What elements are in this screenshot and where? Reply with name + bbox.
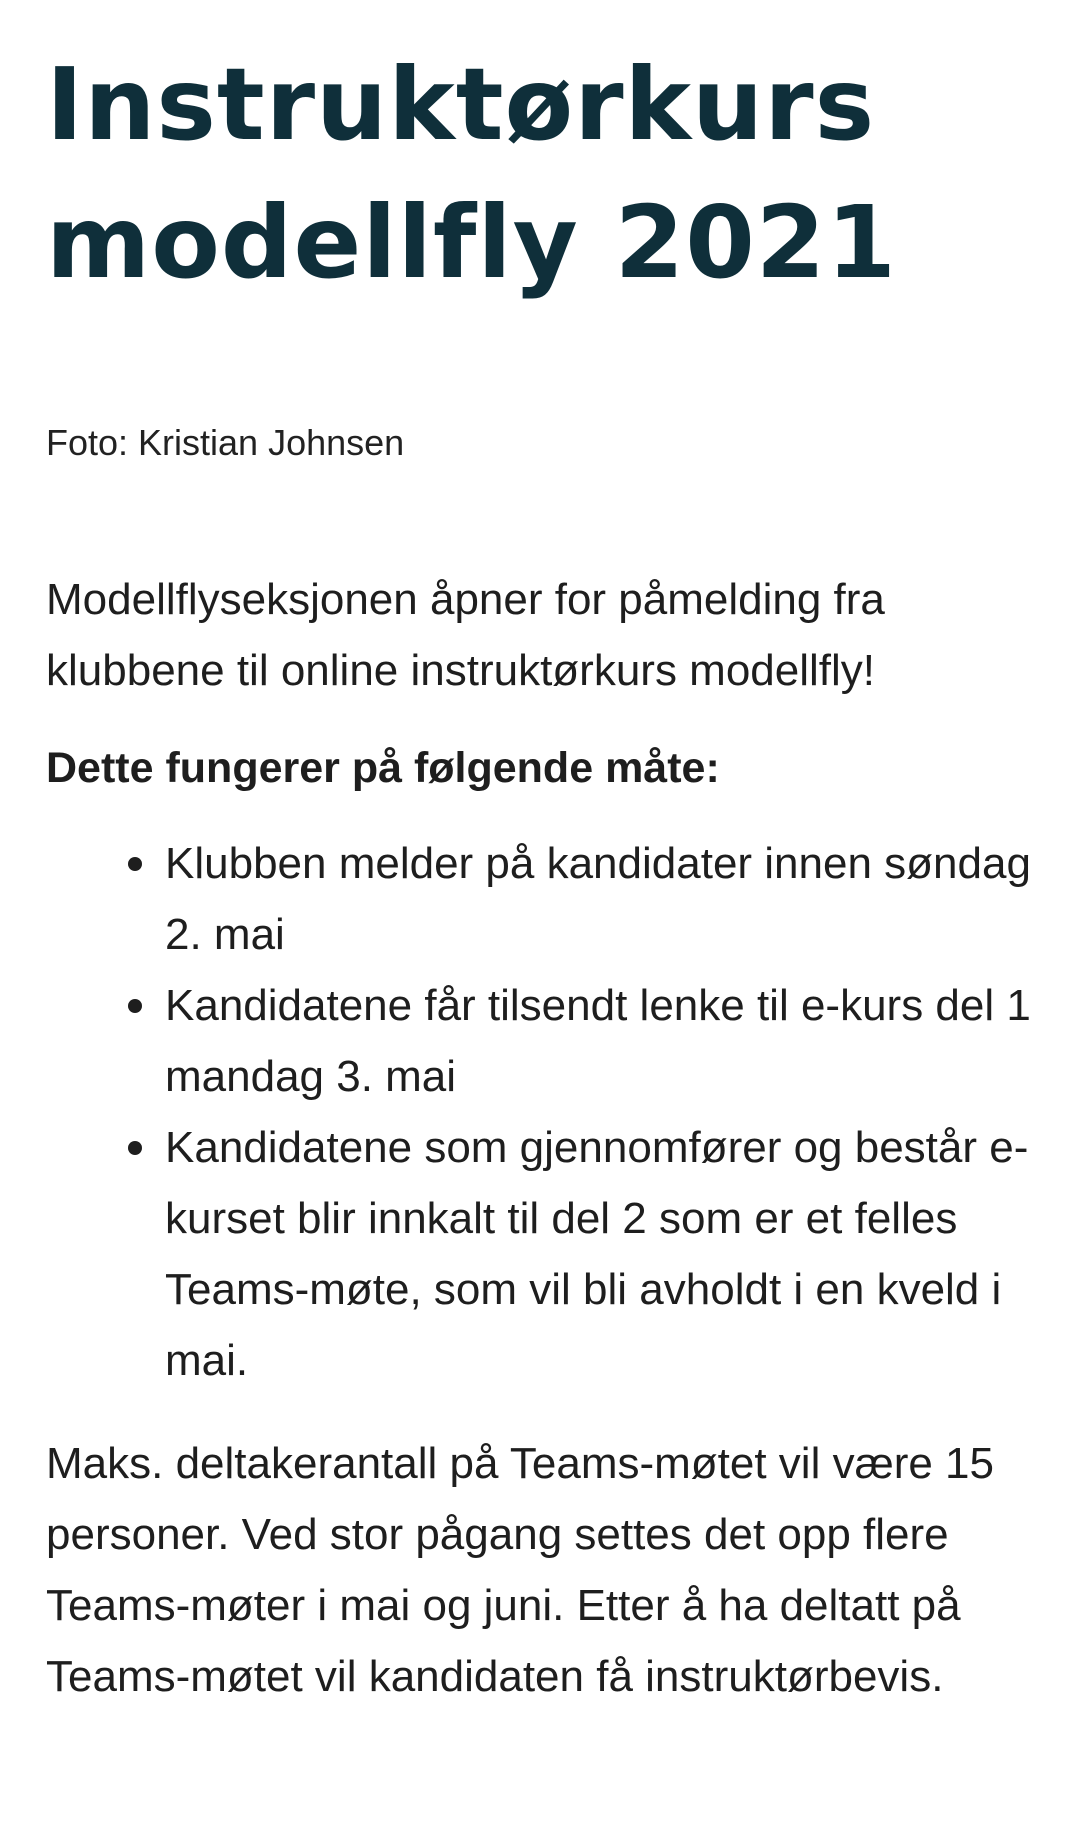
page-title-line-2: modellfly 2021 [46,184,897,301]
steps-list [46,828,1036,1396]
outro-paragraph: Maks. deltakerantall på Teams-møtet vil være 15 personer. Ved stor pågang settes det opp flere Teams-møter i mai og juni. Etter å ha deltatt på Teams-møtet vil kandidaten få instruktørbevis. [46,1439,994,1701]
article [46,0,1036,1701]
intro-paragraph: Modellflyseksjonen åpner for påmelding fra klubbene til online instruktørkurs modellfly! [46,575,885,695]
list-item-text: Kandidatene får tilsendt lenke til e-kurs del 1 mandag 3. mai [165,981,1031,1101]
list-item [165,1112,1036,1396]
photo-credit: Foto: Kristian Johnsen [46,422,405,463]
page-title [46,0,1036,312]
page-title-line-1: Instruktørkurs [46,46,876,163]
article-body [46,564,1036,1712]
bullet-icon [128,1141,142,1155]
bullet-icon [128,999,142,1013]
list-item [165,828,1036,970]
steps-subheading: Dette fungerer på følgende måte: [46,744,720,792]
list-item [165,970,1036,1112]
list-item-text: Kandidatene som gjennomfører og består e-kurset blir innkalt til del 2 som er et felles Teams-møte, som vil bli avholdt i en kveld i mai. [165,1123,1029,1385]
list-item-text: Klubben melder på kandidater innen søndag 2. mai [165,839,1031,959]
bullet-icon [128,857,142,871]
